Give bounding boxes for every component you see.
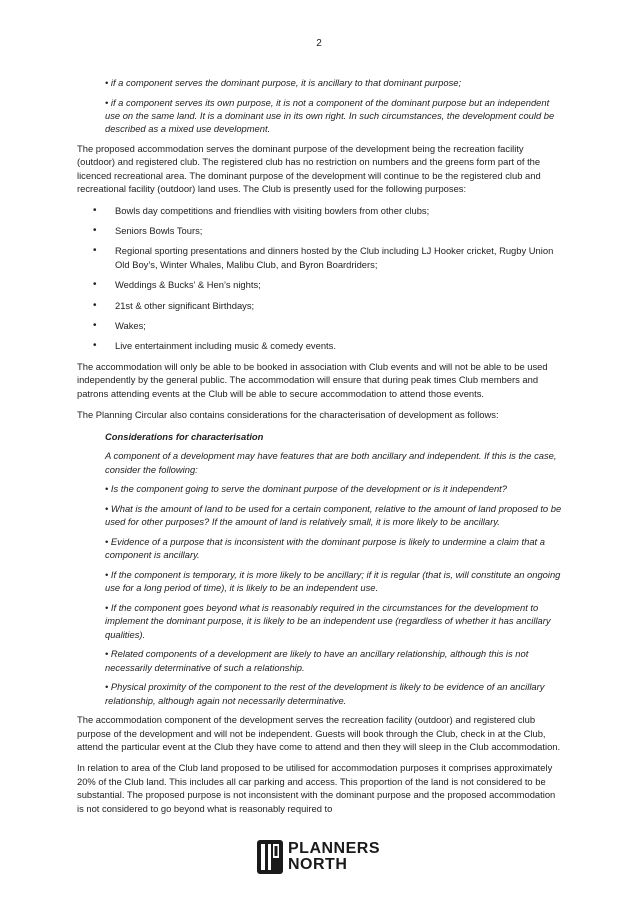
considerations-heading: Considerations for characterisation (105, 430, 264, 442)
quote-line: • if a component serves its own purpose, it is not a component of the dominant purpose but an independent use on the same land. It is a dominant use in its own right. In such circumstances, the development could be described as a mixed use development. (105, 96, 555, 135)
consideration-item: • Related components of a development are likely to have an ancillary relationship, although this is not necessarily determinative of such a relationship. (105, 648, 529, 673)
logo-line-2: NORTH (288, 856, 348, 873)
paragraph-land-area: In relation to area of the Club land proposed to be utilised for accommodation purposes it comprises approximately 20% of the Club land. This includes all car parking and access. This proportion of the land is not considered to be substantial. The proposed purpose is not inconsistent with the dominant purpose and the proposed accommodation is not considered to go beyond what is reasonably required to (77, 762, 556, 814)
paragraph-accommodation-component: The accommodation component of the development serves the recreation facility (outdoor) and registered club purpose of the development and will not be independent. Guests will book through the Club, check in at the Club, attend the particular event at the Club they have come to attend and then they will sleep in the Club accommodation. (77, 714, 561, 752)
considerations-intro: A component of a development may have features that are both ancillary and independent. If this is the case, consider the following: (105, 450, 557, 475)
quoted-principles (77, 76, 564, 136)
considerations-block (77, 430, 564, 707)
document-body (77, 76, 564, 823)
consideration-item: • Is the component going to serve the dominant purpose of the development or is it independent? (105, 483, 507, 495)
page-number: 2 (316, 38, 322, 49)
list-item: • Bowls day competitions and friendlies with visiting bowlers from other clubs; (77, 204, 564, 217)
club-purposes-list (77, 204, 564, 353)
paragraph-planning-circular: The Planning Circular also contains considerations for the characterisation of development as follows: (77, 409, 499, 421)
logo-wordmark (288, 841, 380, 873)
list-item: • Weddings & Bucks’ & Hen’s nights; (77, 278, 564, 291)
logo-mark-icon (256, 838, 284, 876)
consideration-item: • If the component is temporary, it is more likely to be ancillary; if it is regular (that is, will constitute an ongoing use for a long period of time), it is likely to be an independent use. (105, 568, 561, 594)
planners-north-logo (256, 838, 386, 878)
list-item: • 21st & other significant Birthdays; (77, 299, 564, 312)
consideration-item: • If the component goes beyond what is reasonably required in the circumstances for the development to implement the dominant purpose, it is likely to be an independent use (regardless of whether it has ancillary qualities). (105, 601, 551, 640)
paragraph-dominant-purpose: The proposed accommodation serves the dominant purpose of the development being the recreation facility (outdoor) and registered club. The registered club has no restriction on numbers and the greens form part of the licenced recreational area. The dominant purpose of the development will continue to be the registered club and recreational facility (outdoor) land uses. The Club is presently used for the following purposes: (77, 143, 541, 195)
list-item: • Live entertainment including music & comedy events. (77, 339, 564, 352)
quote-line: • if a component serves the dominant purpose, it is ancillary to that dominant purpose; (105, 77, 462, 88)
consideration-item: • Evidence of a purpose that is inconsistent with the dominant purpose is likely to undermine a claim that a component is ancillary. (105, 535, 545, 561)
logo-line-1: PLANNERS (288, 840, 381, 857)
list-item: • Seniors Bowls Tours; (77, 224, 564, 237)
list-item: • Wakes; (77, 319, 564, 332)
consideration-item: • Physical proximity of the component to the rest of the development is likely to be evidence of an ancillary relationship, although again not necessarily determinative. (105, 681, 545, 706)
consideration-item: • What is the amount of land to be used for a certain component, relative to the amount of land proposed to be used for other purposes? If the amount of land is relatively small, it is more likely to be ancillary. (105, 502, 562, 528)
list-item: • Regional sporting presentations and dinners hosted by the Club including LJ Hooker cricket, Rugby Union Old Boy’s, Winter Whales, Malibu Club, and Byron Boardriders; (77, 244, 564, 271)
paragraph-booking: The accommodation will only be able to be booked in association with Club events and will not be able to be used independently by the general public. The accommodation will ensure that during peak times Club members and patrons attending events at the Club will be able to secure accommodation to attend those events. (77, 360, 548, 399)
